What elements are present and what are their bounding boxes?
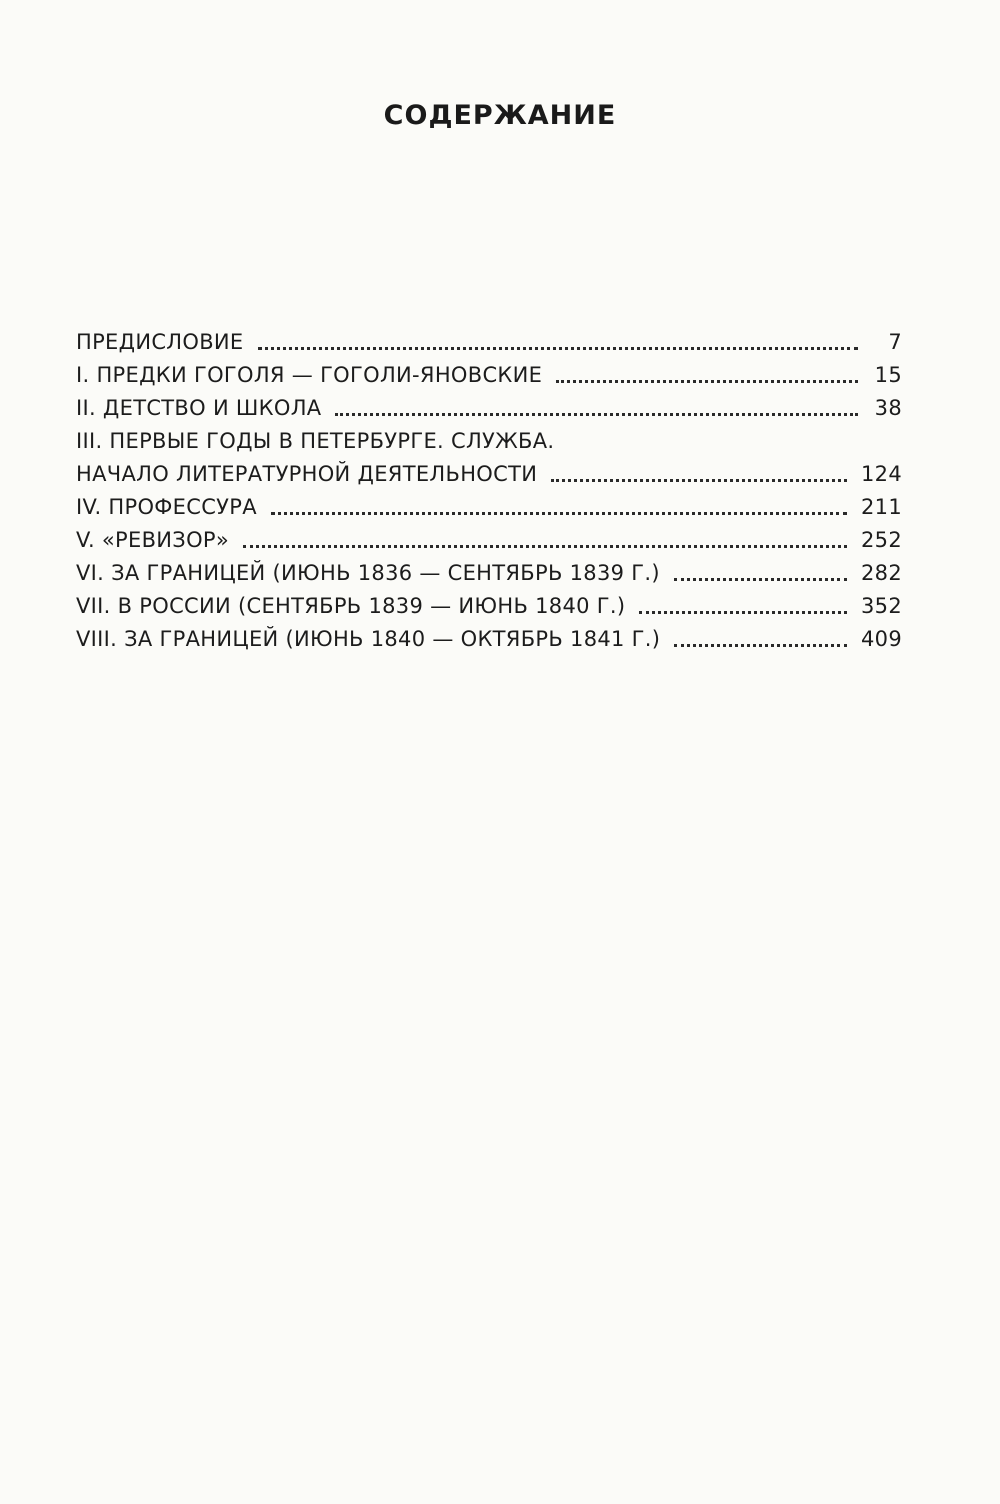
leader-dots [271, 511, 847, 515]
table-of-contents [76, 326, 902, 656]
toc-entry-chapter-5[interactable] [76, 524, 902, 557]
toc-entry-label: VIII. ЗА ГРАНИЦЕЙ (ИЮНЬ 1840 — ОКТЯБРЬ 1841 Г.) [76, 627, 661, 651]
toc-entry-page: 409 [861, 627, 902, 651]
toc-entry-page: 38 [874, 396, 902, 420]
leader-dots [556, 379, 858, 383]
toc-entry-page: 252 [861, 528, 902, 552]
toc-entry-preface[interactable] [76, 326, 902, 359]
toc-entry-label: IV. ПРОФЕССУРА [76, 495, 257, 519]
toc-entry-label: НАЧАЛО ЛИТЕРАТУРНОЙ ДЕЯТЕЛЬНОСТИ [76, 462, 538, 486]
leader-dots [551, 478, 847, 482]
leader-dots [639, 610, 847, 614]
page-title: СОДЕРЖАНИЕ [383, 100, 617, 131]
toc-entry-page: 15 [874, 363, 902, 387]
leader-dots [674, 577, 847, 581]
toc-entry-page: 352 [861, 594, 902, 618]
leader-dots [243, 544, 847, 548]
toc-entry-label: ПРЕДИСЛОВИЕ [76, 330, 244, 354]
toc-entry-page: 211 [861, 495, 902, 519]
toc-entry-chapter-1[interactable] [76, 359, 902, 392]
toc-entry-label-line1: III. ПЕРВЫЕ ГОДЫ В ПЕТЕРБУРГЕ. СЛУЖБА. [76, 429, 555, 453]
toc-entry-chapter-6[interactable] [76, 557, 902, 590]
leader-dots [258, 346, 858, 350]
toc-entry-chapter-3[interactable] [76, 425, 902, 491]
toc-entry-label: II. ДЕТСТВО И ШКОЛА [76, 396, 322, 420]
toc-entry-chapter-7[interactable] [76, 590, 902, 623]
toc-entry-label: I. ПРЕДКИ ГОГОЛЯ — ГОГОЛИ-ЯНОВСКИЕ [76, 363, 543, 387]
toc-entry-chapter-4[interactable] [76, 491, 902, 524]
toc-entry-label: VI. ЗА ГРАНИЦЕЙ (ИЮНЬ 1836 — СЕНТЯБРЬ 1839 Г.) [76, 561, 660, 585]
toc-entry-page: 282 [861, 561, 902, 585]
toc-entry-label: VII. В РОССИИ (СЕНТЯБРЬ 1839 — ИЮНЬ 1840 Г.) [76, 594, 626, 618]
toc-entry-label: V. «РЕВИЗОР» [76, 528, 230, 552]
toc-entry-chapter-8[interactable] [76, 623, 902, 656]
leader-dots [674, 643, 847, 647]
toc-entry-chapter-2[interactable] [76, 392, 902, 425]
toc-entry-page: 124 [861, 462, 902, 486]
leader-dots [335, 412, 858, 416]
toc-entry-page: 7 [888, 330, 902, 354]
